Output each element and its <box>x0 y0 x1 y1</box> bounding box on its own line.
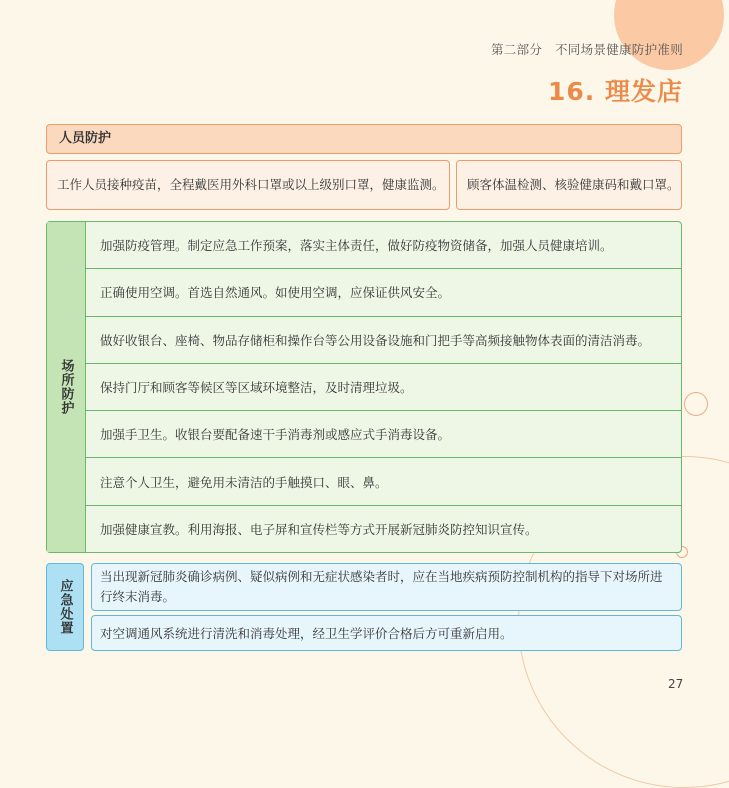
site-protection-section <box>46 221 682 553</box>
emergency-item-text: 对空调通风系统进行清洗和消毒处理，经卫生学评价合格后方可重新启用。 <box>100 626 513 641</box>
emergency-heading: 应急处置 <box>57 579 73 635</box>
emergency-item <box>91 615 682 651</box>
emergency-item <box>91 563 682 611</box>
site-item: 正确使用空调。首选自然通风。如使用空调，应保证供风安全。 <box>86 269 681 316</box>
site-item: 做好收银台、座椅、物品存储柜和操作台等公用设备设施和门把手等高频接触物体表面的清洁消毒。 <box>86 317 681 364</box>
site-protection-heading: 场所防护 <box>58 359 74 415</box>
personnel-protection-heading: 人员防护 <box>46 124 682 154</box>
site-item: 注意个人卫生，避免用未清洁的手触摸口、眼、鼻。 <box>86 458 681 505</box>
site-item: 加强健康宣教。利用海报、电子屏和宣传栏等方式开展新冠肺炎防控知识宣传。 <box>100 521 538 537</box>
personnel-item-customer: 顾客体温检测、核验健康码和戴口罩。 <box>456 160 682 210</box>
personnel-item-staff: 工作人员接种疫苗，全程戴医用外科口罩或以上级别口罩，健康监测。 <box>46 160 450 210</box>
page-number: 27 <box>668 677 684 691</box>
site-item: 保持门厅和顾客等候区等区域环境整洁，及时清理垃圾。 <box>86 364 681 411</box>
decorative-ring-small <box>684 392 708 416</box>
decorative-circle-top <box>614 0 724 70</box>
site-protection-label-cell <box>47 222 86 552</box>
section-subtitle: 第二部分 不同场景健康防护准则 <box>490 42 683 57</box>
emergency-label-cell <box>46 563 84 651</box>
site-protection-list <box>86 222 681 552</box>
emergency-item-text: 当出现新冠肺炎确诊病例、疑似病例和无症状感染者时，应在当地疾病预防控制机构的指导下对场所进行终末消毒。 <box>100 569 663 604</box>
site-item: 加强手卫生。收银台要配备速干手消毒剂或感应式手消毒设备。 <box>86 411 681 458</box>
site-item: 加强防疫管理。制定应急工作预案，落实主体责任，做好防疫物资储备，加强人员健康培训。 <box>86 222 681 269</box>
page-title: 16. 理发店 <box>548 77 683 106</box>
